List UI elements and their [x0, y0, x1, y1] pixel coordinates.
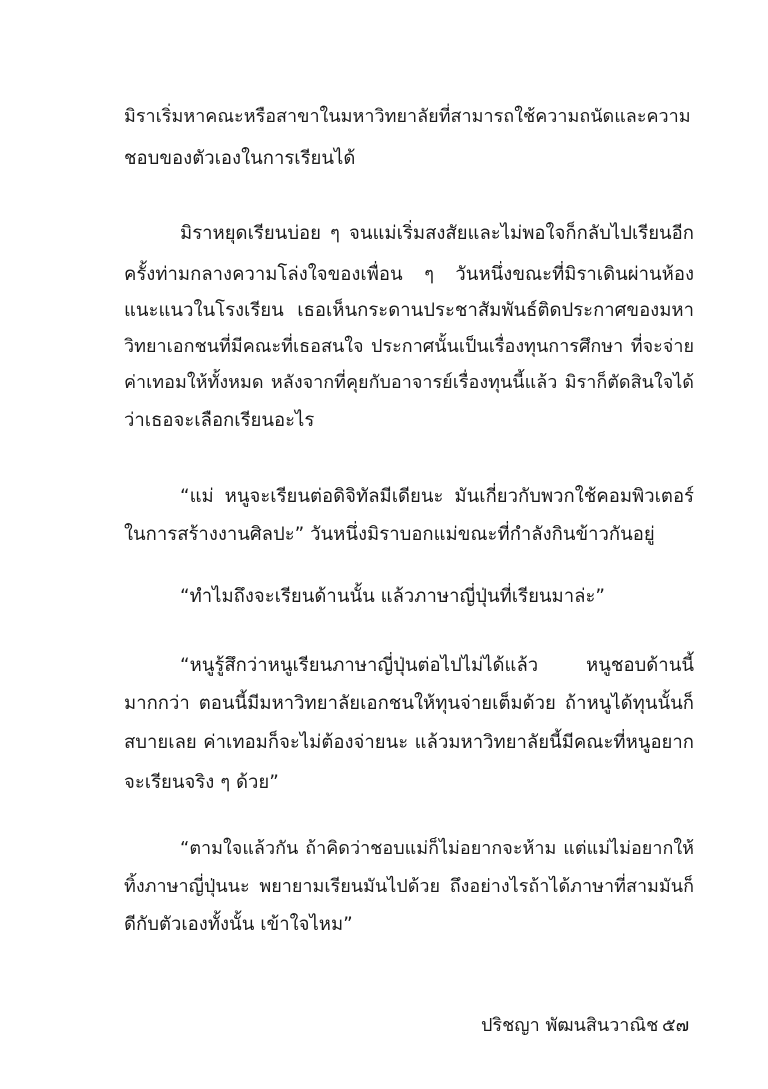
paragraph-1-line-1: มิราเริ่มหาคณะหรือสาขาในมหาวิทยาลัยที่สามารถใช้ความถนัดและความ: [124, 106, 691, 127]
paragraph-4-line-1: “ทำไมถึงจะเรียนด้านนั้น แล้วภาษาญี่ปุ่นที่เรียนมาล่ะ”: [180, 586, 605, 607]
page-number: ๕๗: [662, 1015, 690, 1036]
paragraph-1-line-2: ชอบของตัวเองในการเรียนได้: [124, 148, 356, 169]
paragraph-6-line-2: ทิ้งภาษาญี่ปุ่นนะ พยายามเรียนมันไปด้วย ถึงอย่างไรถ้าได้ภาษาที่สามมันก็: [124, 876, 694, 897]
paragraph-5-line-2: มากกว่า ตอนนี้มีมหาวิทยาลัยเอกชนให้ทุนจ่ายเต็มด้วย ถ้าหนูได้ทุนนั้นก็: [124, 693, 694, 714]
paragraph-5-line-1: “หนูรู้สึกว่าหนูเรียนภาษาญี่ปุ่นต่อไปไม่ได้แล้ว หนูชอบด้านนี้: [180, 655, 694, 676]
paragraph-6-line-3: ดีกับตัวเองทั้งนั้น เข้าใจไหม”: [124, 914, 353, 935]
paragraph-5-line-3: สบายเลย ค่าเทอมก็จะไม่ต้องจ่ายนะ แล้วมหาวิทยาลัยนี้มีคณะที่หนูอยาก: [124, 732, 694, 753]
paragraph-3-line-2: ในการสร้างงานศิลปะ” วันหนึ่งมิราบอกแม่ขณะที่กำลังกินข้าวกันอยู่: [124, 524, 655, 545]
paragraph-6-line-1: “ตามใจแล้วกัน ถ้าคิดว่าชอบแม่ก็ไม่อยากจะห้าม แต่แม่ไม่อยากให้: [180, 838, 694, 859]
paragraph-2-line-5: ค่าเทอมให้ทั้งหมด หลังจากที่คุยกับอาจารย์เรื่องทุนนี้แล้ว มิราก็ตัดสินใจได้: [124, 372, 694, 393]
paragraph-5-line-4: จะเรียนจริง ๆ ด้วย”: [124, 772, 279, 793]
paragraph-3-line-1: “แม่ หนูจะเรียนต่อดิจิทัลมีเดียนะ มันเกี่ยวกับพวกใช้คอมพิวเตอร์: [180, 486, 694, 507]
paragraph-2-line-3: แนะแนวในโรงเรียน เธอเห็นกระดานประชาสัมพันธ์ติดประกาศของมหา: [124, 300, 694, 321]
footer-author: ปริชญา พัฒนสินวาณิช: [481, 1015, 659, 1036]
paragraph-2-line-2: ครั้งท่ามกลางความโล่งใจของเพื่อน ๆ วันหนึ่งขณะที่มิราเดินผ่านห้อง: [124, 264, 694, 285]
paragraph-2-line-1: มิราหยุดเรียนบ่อย ๆ จนแม่เริ่มสงสัยและไม่พอใจก็กลับไปเรียนอีก: [180, 223, 694, 244]
paragraph-2-line-6: ว่าเธอจะเลือกเรียนอะไร: [124, 410, 315, 431]
paragraph-2-line-4: วิทยาเอกชนที่มีคณะที่เธอสนใจ ประกาศนั้นเป็นเรื่องทุนการศึกษา ที่จะจ่าย: [124, 336, 694, 357]
